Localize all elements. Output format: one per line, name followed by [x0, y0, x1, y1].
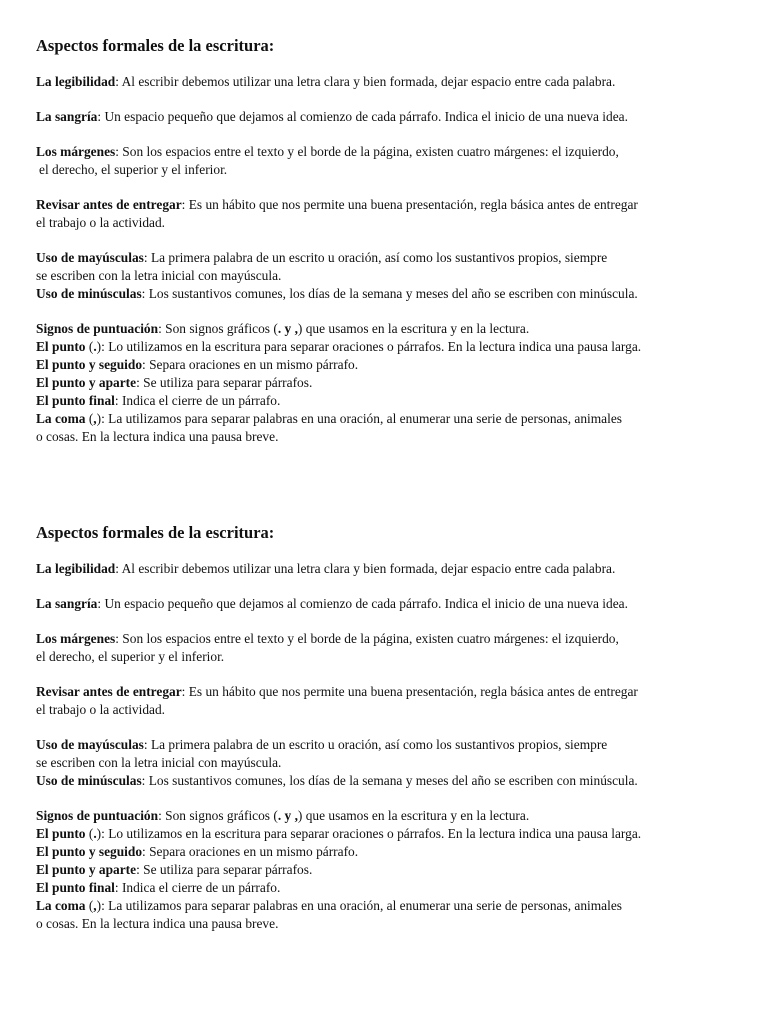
definition-sangria: : Un espacio pequeño que dejamos al comienzo de cada párrafo. Indica el inicio de una nueva idea. [97, 596, 628, 611]
coma-symbol: , [93, 411, 97, 426]
signos-symbols: . y , [277, 321, 298, 336]
definition-mayusculas-cont: se escriben con la letra inicial con mayúscula. [36, 755, 282, 770]
definition-margenes-cont: el derecho, el superior y el inferior. [36, 649, 225, 664]
term-margenes: Los márgenes [36, 144, 116, 159]
definition-legibilidad: : Al escribir debemos utilizar una letra clara y bien formada, dejar espacio entre cada palabra. [115, 561, 616, 576]
paragraph-sangria [36, 108, 736, 126]
definition-minusculas: : Los sustantivos comunes, los días de la semana y meses del año se escriben con minúscula. [141, 286, 638, 301]
definition-margenes-cont: el derecho, el superior y el inferior. [39, 162, 228, 177]
term-minusculas: Uso de minúsculas [36, 286, 142, 301]
definition-margenes: : Son los espacios entre el texto y el borde de la página, existen cuatro márgenes: el izquierdo, [115, 144, 619, 159]
term-legibilidad: La legibilidad [36, 74, 116, 89]
paragraph-mayusculas-minusculas [36, 736, 736, 790]
definition-sangria: : Un espacio pequeño que dejamos al comienzo de cada párrafo. Indica el inicio de una nueva idea. [97, 109, 628, 124]
term-mayusculas: Uso de mayúsculas [36, 737, 144, 752]
term-punto: El punto [36, 339, 86, 354]
term-punto: El punto [36, 826, 86, 841]
definition-coma-cont: o cosas. En la lectura indica una pausa breve. [36, 429, 279, 444]
paragraph-legibilidad [36, 73, 736, 91]
paragraph-revisar [36, 683, 736, 719]
term-minusculas: Uso de minúsculas [36, 773, 142, 788]
definition-punto-a: ( [85, 826, 94, 841]
paragraph-puntuacion [36, 320, 736, 446]
definition-punto-b: ): Lo utilizamos en la escritura para separar oraciones o párrafos. En la lectura indica una pausa larga. [96, 339, 642, 354]
definition-coma-a: ( [85, 898, 94, 913]
definition-mayusculas-cont: se escriben con la letra inicial con mayúscula. [36, 268, 282, 283]
definition-coma-cont: o cosas. En la lectura indica una pausa breve. [36, 916, 279, 931]
term-revisar: Revisar antes de entregar [36, 197, 182, 212]
term-coma: La coma [36, 411, 86, 426]
definition-signos-a: : Son signos gráficos ( [158, 321, 278, 336]
definition-punto-final: : Indica el cierre de un párrafo. [114, 880, 281, 895]
document-section-2 [36, 523, 736, 933]
coma-symbol: , [93, 898, 97, 913]
term-punto-seguido: El punto y seguido [36, 357, 143, 372]
definition-punto-seguido: : Separa oraciones en un mismo párrafo. [142, 357, 359, 372]
punto-symbol: . [93, 339, 97, 354]
term-sangria: La sangría [36, 109, 98, 124]
term-margenes: Los márgenes [36, 631, 116, 646]
definition-revisar-cont: el trabajo o la actividad. [36, 702, 166, 717]
definition-coma-b: ): La utilizamos para separar palabras en una oración, al enumerar una serie de personas, animales [96, 411, 622, 426]
definition-coma-b: ): La utilizamos para separar palabras en una oración, al enumerar una serie de personas, animales [96, 898, 622, 913]
definition-revisar-cont: el trabajo o la actividad. [36, 215, 166, 230]
section-title: Aspectos formales de la escritura: [36, 36, 275, 55]
definition-revisar: : Es un hábito que nos permite una buena presentación, regla básica antes de entregar [181, 684, 638, 699]
paragraph-sangria [36, 595, 736, 613]
definition-mayusculas: : La primera palabra de un escrito u oración, así como los sustantivos propios, siempre [143, 737, 608, 752]
definition-punto-a: ( [85, 339, 94, 354]
term-sangria: La sangría [36, 596, 98, 611]
term-signos: Signos de puntuación [36, 321, 159, 336]
paragraph-legibilidad [36, 560, 736, 578]
punto-symbol: . [93, 826, 97, 841]
paragraph-mayusculas-minusculas [36, 249, 736, 303]
paragraph-margenes [36, 143, 736, 179]
definition-mayusculas: : La primera palabra de un escrito u oración, así como los sustantivos propios, siempre [143, 250, 608, 265]
term-punto-aparte: El punto y aparte [36, 375, 137, 390]
definition-punto-final: : Indica el cierre de un párrafo. [114, 393, 281, 408]
term-mayusculas: Uso de mayúsculas [36, 250, 144, 265]
term-revisar: Revisar antes de entregar [36, 684, 182, 699]
definition-revisar: : Es un hábito que nos permite una buena presentación, regla básica antes de entregar [181, 197, 638, 212]
definition-punto-aparte: : Se utiliza para separar párrafos. [136, 862, 313, 877]
definition-margenes: : Son los espacios entre el texto y el borde de la página, existen cuatro márgenes: el izquierdo, [115, 631, 619, 646]
section-title: Aspectos formales de la escritura: [36, 523, 275, 542]
term-punto-final: El punto final [36, 880, 115, 895]
definition-legibilidad: : Al escribir debemos utilizar una letra clara y bien formada, dejar espacio entre cada palabra. [115, 74, 616, 89]
term-signos: Signos de puntuación [36, 808, 159, 823]
definition-punto-seguido: : Separa oraciones en un mismo párrafo. [142, 844, 359, 859]
term-legibilidad: La legibilidad [36, 561, 116, 576]
term-coma: La coma [36, 898, 86, 913]
definition-punto-b: ): Lo utilizamos en la escritura para separar oraciones o párrafos. En la lectura indica una pausa larga. [96, 826, 642, 841]
definition-coma-a: ( [85, 411, 94, 426]
definition-minusculas: : Los sustantivos comunes, los días de la semana y meses del año se escriben con minúscula. [141, 773, 638, 788]
term-punto-seguido: El punto y seguido [36, 844, 143, 859]
definition-signos-b: ) que usamos en la escritura y en la lectura. [297, 321, 530, 336]
paragraph-puntuacion [36, 807, 736, 933]
document-section-1 [36, 36, 736, 446]
definition-punto-aparte: : Se utiliza para separar párrafos. [136, 375, 313, 390]
term-punto-final: El punto final [36, 393, 115, 408]
paragraph-margenes [36, 630, 736, 666]
signos-symbols: . y , [277, 808, 298, 823]
definition-signos-a: : Son signos gráficos ( [158, 808, 278, 823]
paragraph-revisar [36, 196, 736, 232]
term-punto-aparte: El punto y aparte [36, 862, 137, 877]
definition-signos-b: ) que usamos en la escritura y en la lectura. [297, 808, 530, 823]
